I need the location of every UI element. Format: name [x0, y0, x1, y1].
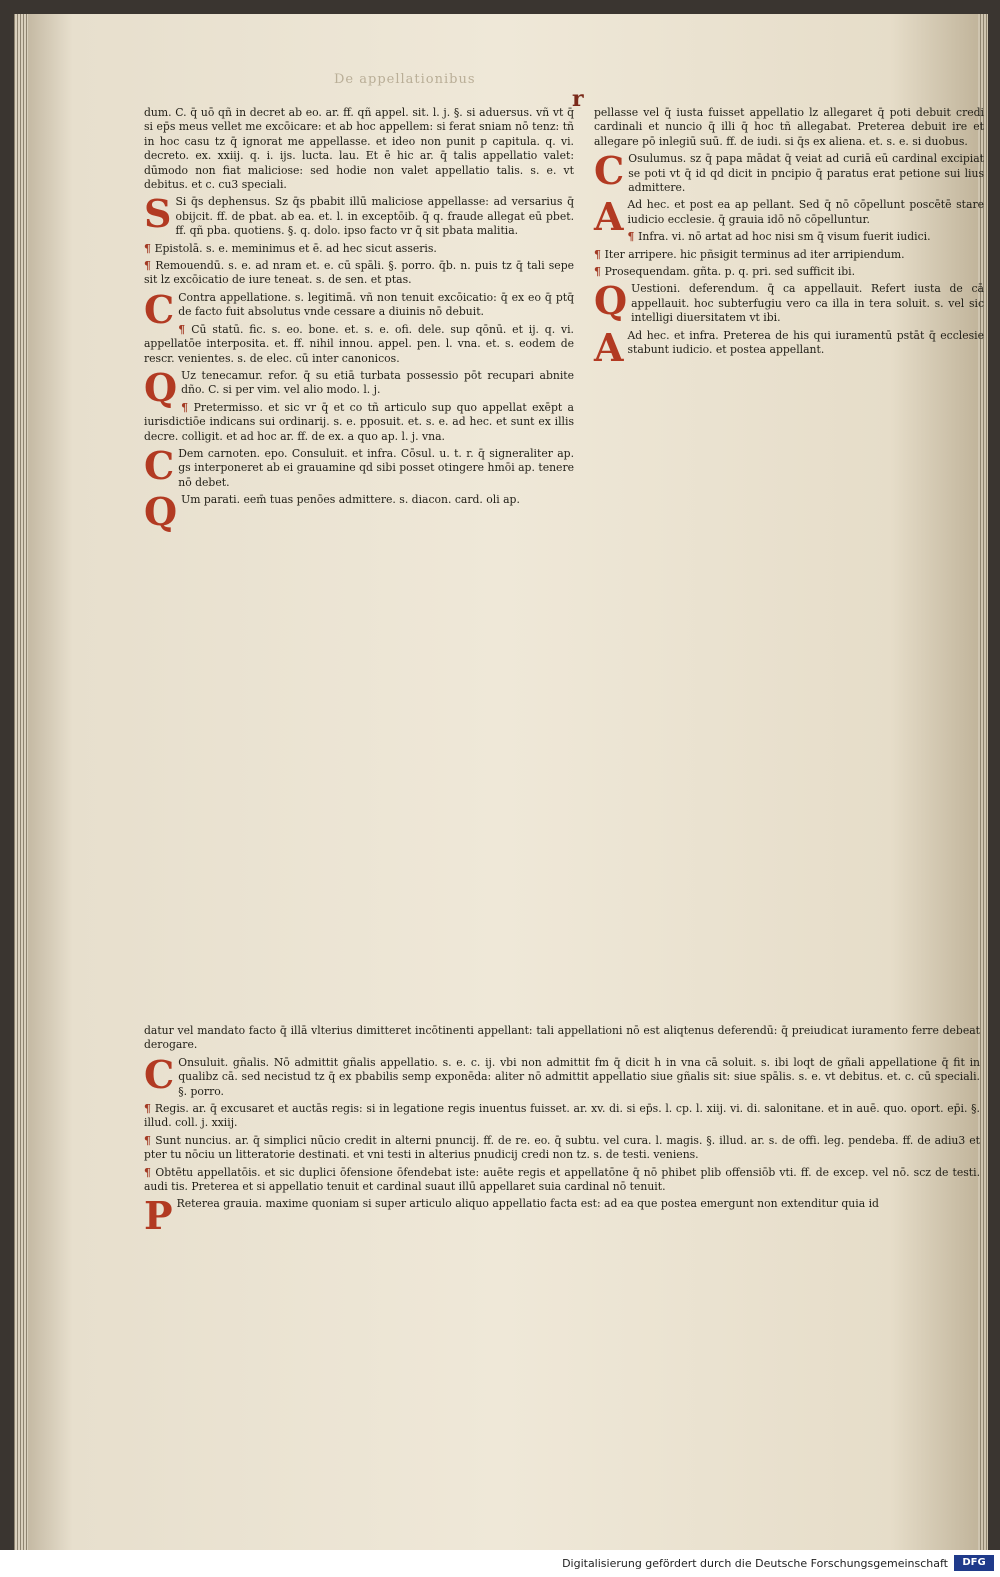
red-initial-icon: S [144, 191, 172, 237]
paragraph-mark-icon: ¶ [627, 230, 639, 244]
bottom-commentary [144, 1024, 980, 1239]
paragraph: ¶ Regis. ar. q̄ excusaret et auctās regis: si in legatione regis inuentus fuisset. ar. xv. di. si ep̄s. l. cp. l. xiij. vi. di. salonitane. et in auē. quo. oport. ep̄i. §. illud. coll. j. xxiij. [144, 1102, 980, 1130]
red-initial-icon: C [594, 148, 625, 194]
paragraph: ¶ Iter arripere. hic pñsigit terminus ad iter arripiendum. [594, 247, 905, 261]
paragraph: ¶ Epistolā. s. e. meminimus et ē. ad hec sicut asseris. [144, 241, 437, 255]
paragraph: C Osulumus. sz q̄ papa mādat q̄ veiat ad curiā eū cardinal excipiat se poti vt q̄ id qd dicit in pncipio q̄ paratus erat petione sui lius admittere. [594, 148, 984, 195]
dfg-logo: DFG [954, 1555, 994, 1571]
paragraph: C Contra appellatione. s. legitimā. vñ non tenuit excōicatio: q̄ ex eo q̄ ptq̄ de facto fuit absolutus vnde cessare a diuinis nō debuit. [144, 286, 574, 332]
right-column [594, 106, 984, 370]
paragraph: A Ad hec. et post ea ap pellant. Sed q̄ nō cōpellunt poscētē stare iudicio ecclesie. q̄ grauia idō nō cōpelluntur. [594, 194, 984, 240]
book-page [14, 14, 988, 1550]
paragraph: ¶ Infra. vi. nō artat ad hoc nisi sm q̄ visum fuerit iudici. [627, 230, 931, 244]
paragraph-mark-icon: ¶ [144, 1133, 156, 1147]
red-initial-icon: Q [144, 489, 178, 535]
red-initial-icon: C [144, 1051, 175, 1097]
red-initial-icon: Q [594, 278, 628, 324]
paragraph: ¶ Obtētu appellatōis. et sic duplici ōfensione ōfendebat iste: auēte regis et appellatōne q̄ nō phibet plib offensiōb vti. ff. de excep. vel nō. scz de testi. audi tis. Preterea et si appellatio tenuit et cardinal suaut illū appellaret suia cardinal nō tenuit. [144, 1165, 980, 1194]
red-initial-icon: C [144, 286, 175, 332]
page-edge-left [14, 14, 28, 1550]
paragraph: C Onsuluit. gñalis. Nō admittit gñalis appellatio. s. e. c. ij. vbi non admittit fm q̄ dicit h in vna cā soluit. s. ibi loqt de gñali appellatione q̄ fit in qualibz cā. sed necistud tz q̄ ex pbabilis semp exponēda: aliter nō admittit appellatio siue gñalis sit: siue spālis. s. e. vt debitus. et. c. cū speciali. §. porro. [144, 1051, 980, 1098]
red-initial-icon: A [594, 194, 624, 240]
paragraph: ¶ Sunt nuncius. ar. q̄ simplici nūcio credit in alterni pnuncij. ff. de re. eo. q̄ subtu. vel cura. l. magis. §. illud. ar. s. de offi. leg. pendeba. ff. de adiu3 et pter tu nōciu un litteratorie destinati. et vni testi in alterius pnudicij credi non tz. s. de testi. veniens. [144, 1133, 980, 1162]
paragraph-mark-icon: ¶ [144, 259, 156, 273]
paragraph-mark-icon: ¶ [181, 400, 194, 414]
red-initial-icon: C [144, 442, 175, 488]
red-initial-icon: P [144, 1193, 173, 1239]
paragraph: C Dem carnoten. epo. Consuluit. et infra. Cōsul. u. t. r. q̄ signeraliter ap. gs interponeret ab ei grauamine qd sibi posset otingere hmōi ap. tenere nō debet. [144, 442, 574, 489]
paragraph: Q Uz tenecamur. refor. q̄ su etiā turbata possessio pōt recupari abnite dño. C. si per vim. vel alio modo. l. j. [144, 364, 574, 410]
paragraph: Q Um parati. eem̄ tuas penōes admittere. s. diacon. card. oli ap. [144, 489, 520, 535]
footer-bar [0, 1550, 1000, 1577]
paragraph: ¶ Cū statū. fic. s. eo. bone. et. s. e. ofi. dele. sup qōnū. et ij. q. vi. appellatōe interposita. et. ff. nihil innou. appel. pen. l. vna. et. s. eodem de rescr. venientes. s. de elec. cū inter canonicos. [144, 322, 574, 365]
paragraph-mark-icon: ¶ [144, 241, 155, 255]
red-initial-icon: Q [144, 364, 178, 410]
paragraph-mark-icon: ¶ [178, 322, 192, 336]
paragraph: pellasse vel q̄ iusta fuisset appellatio lz allegaret q̄ poti debuit credi cardinali et nuncio q̄ illi q̄ hoc tñ allegabat. Preterea debuit ire et allegare pō inlegiū suū. ff. de iudi. si q̄s ex aliena. et. s. e. si duobus. [594, 106, 984, 148]
paragraph-mark-icon: ¶ [144, 1165, 156, 1179]
paragraph-mark-icon: ¶ [594, 265, 605, 279]
paragraph: Q Uestioni. deferendum. q̄ ca appellauit. Refert iusta de cā appellauit. hoc subterfugiu vero ca illa in tera soluit. s. vel sic intelligi diuersitatem vt ibi. [594, 278, 984, 325]
paragraph: datur vel mandato facto q̄ illā vlterius dimitteret incōtinenti appellant: tali appellationi nō est aliqtenus deferendū: q̄ preiudicat iuramento ferre debeat derogare. [144, 1024, 980, 1052]
paragraph: ¶ Prosequendam. gñta. p. q. pri. sed sufficit ibi. [594, 265, 856, 279]
paragraph: S Si q̄s dephensus. Sz q̄s pbabit illū maliciose appellasse: ad versarius q̄ obijcit. ff. de pbat. ab ea. et. l. in exceptōib. q̄ q. fraude allegat eū pbet. ff. qñ pba. quotiens. §. q. dolo. ipso facto vr q̄ sit pbata malitia. [144, 191, 574, 238]
funding-notice: Digitalisierung gefördert durch die Deutsche Forschungsgemeinschaft [562, 1557, 948, 1570]
paragraph: ¶ Remouendū. s. e. ad nram et. e. cū spāli. §. porro. q̄b. n. puis tz q̄ tali sepe sit lz excōicatio de iure teneat. s. de sen. et ptas. [144, 259, 574, 287]
red-initial-icon: A [594, 324, 624, 370]
paragraph: A Ad hec. et infra. Preterea de his qui iuramentū pstāt q̄ ecclesie stabunt iudicio. et postea appellant. [594, 324, 984, 370]
left-column [144, 106, 574, 535]
folio-mark: r [572, 86, 584, 112]
paragraph: ¶ Pretermisso. et sic vr q̄ et co tñ articulo sup quo appellat exēpt a iurisdictiōe indicans sui ordinarij. s. e. pposuit. et. s. e. ad hec. et sunt ex illis decre. colligit. et ad hoc ar. ff. de ex. a quo ap. l. j. vna. [144, 400, 574, 443]
paragraph: P Reterea grauia. maxime quoniam si super articulo aliquo appellatio facta est: ad ea que postea emergunt non extenditur quia id [144, 1193, 879, 1239]
running-title: De appellationibus [334, 72, 476, 87]
paragraph-mark-icon: ¶ [594, 247, 605, 261]
paragraph: dum. C. q̄ uō qñ in decret ab eo. ar. ff. qñ appel. sit. l. j. §. si aduersus. vñ vt q̄ si ep̄s meus vellet me excōicare: et ab hoc appellem: si ferat sniam nō tenz: tñ in hoc casu tz q̄ ignorat me appellasse. et ideo non punit p capitula. q. vi. decreto. ex. xxiij. q. i. ijs. lucta. lau. Et ē hic ar. q̄ talis appellatio valet: dūmodo non fiat maliciose: sed hodie non valet appellatio talis. s. e. vt debitus. et c. cu3 speciali. [144, 106, 574, 192]
paragraph-mark-icon: ¶ [144, 1102, 155, 1116]
